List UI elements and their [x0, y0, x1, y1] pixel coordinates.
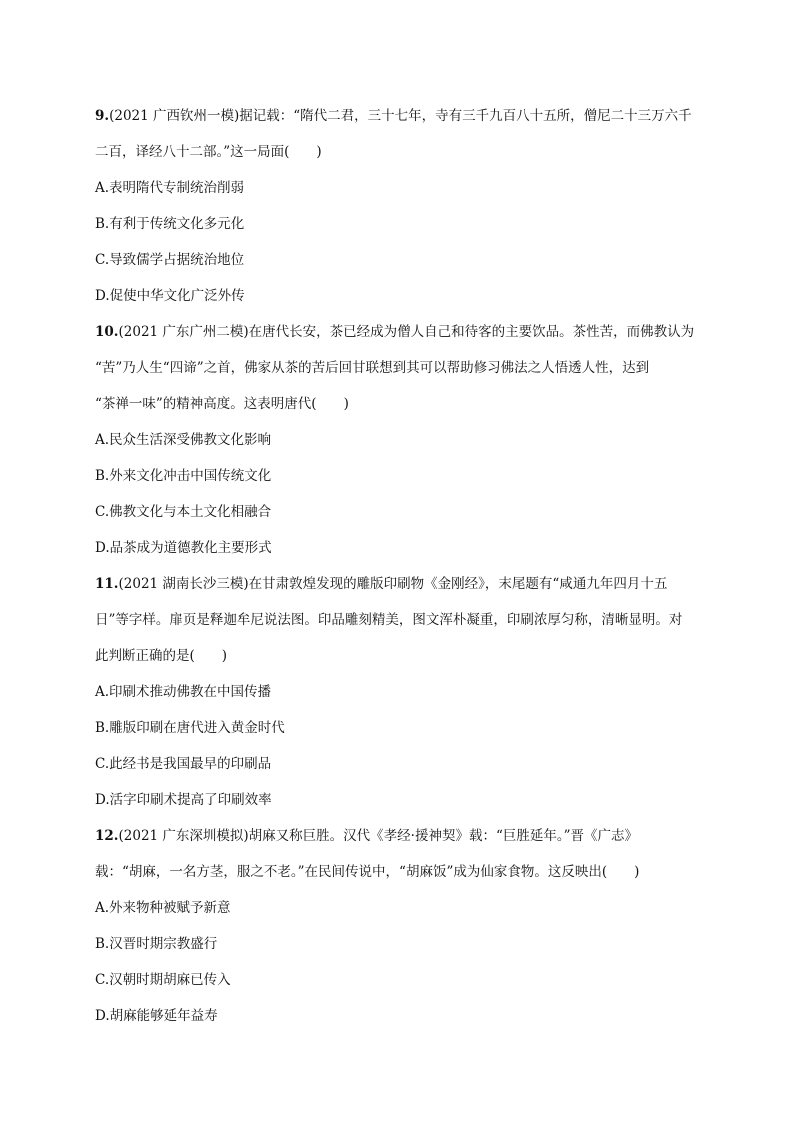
- question-12-line-2: 载：“胡麻，一名方茎，服之不老。”在民间传说中，“胡麻饭”成为仙家食物。这反映出( ): [95, 864, 640, 880]
- question-10-option-c: C.佛教文化与本土文化相融合: [95, 504, 272, 520]
- question-10-line-2: “苦”乃人生“四谛”之首，佛家从茶的苦后回甘联想到其可以帮助修习佛法之人悟透人性，达到: [95, 360, 650, 376]
- question-9-line-2: 二百，译经八十二部。”这一局面( ): [95, 144, 322, 160]
- question-11-option-b: B.雕版印刷在唐代进入黄金时代: [95, 720, 285, 736]
- question-number: 11.: [95, 576, 119, 592]
- question-text: (2021 广东深圳模拟)胡麻又称巨胜。汉代《孝经·援神契》载：“巨胜延年。”晋《广志》: [118, 828, 639, 844]
- question-12-option-c: C.汉朝时期胡麻已传入: [95, 972, 231, 988]
- question-text: (2021 湖南长沙三模)在甘肃敦煌发现的雕版印刷物《金刚经》，末尾题有“咸通九年四月十五: [118, 576, 668, 592]
- question-10-option-a: A.民众生活深受佛教文化影响: [95, 432, 272, 448]
- question-11-option-c: C.此经书是我国最早的印刷品: [95, 756, 272, 772]
- question-number: 9.: [95, 108, 110, 124]
- question-9-option-a: A.表明隋代专制统治削弱: [95, 180, 245, 196]
- question-number: 12.: [95, 828, 119, 844]
- question-11-line-3: 此判断正确的是( ): [95, 648, 228, 664]
- question-text: (2021 广东广州二模)在唐代长安，茶已经成为僧人自己和待客的主要饮品。茶性苦，而佛教认为: [118, 324, 695, 340]
- question-11-option-d: D.活字印刷术提高了印刷效率: [95, 792, 272, 808]
- question-10-line-1: [95, 323, 705, 341]
- question-11-line-2: 日”等字样。扉页是释迦牟尼说法图。印品雕刻精美，图文浑朴凝重，印刷浓厚匀称，清晰显明。对: [95, 612, 683, 628]
- question-12-option-b: B.汉晋时期宗教盛行: [95, 936, 218, 952]
- question-9-option-d: D.促使中华文化广泛外传: [95, 288, 245, 304]
- question-12-option-a: A.外来物种被赋予新意: [95, 900, 231, 916]
- question-9-line-1: [95, 107, 705, 125]
- question-text: (2021 广西钦州一模)据记载：“隋代二君，三十七年，寺有三千九百八十五所，僧尼二十三万六千: [109, 108, 692, 124]
- question-9-option-b: B.有利于传统文化多元化: [95, 216, 245, 232]
- question-10-option-b: B.外来文化冲击中国传统文化: [95, 468, 272, 484]
- question-11-line-1: [95, 575, 705, 593]
- question-11-option-a: A.印刷术推动佛教在中国传播: [95, 684, 272, 700]
- question-10-option-d: D.品茶成为道德教化主要形式: [95, 540, 272, 556]
- question-12-line-1: [95, 827, 705, 845]
- question-12-option-d: D.胡麻能够延年益寿: [95, 1008, 218, 1024]
- question-9-option-c: C.导致儒学占据统治地位: [95, 252, 245, 268]
- question-number: 10.: [95, 324, 119, 340]
- question-10-line-3: “茶禅一味”的精神高度。这表明唐代( ): [95, 396, 349, 412]
